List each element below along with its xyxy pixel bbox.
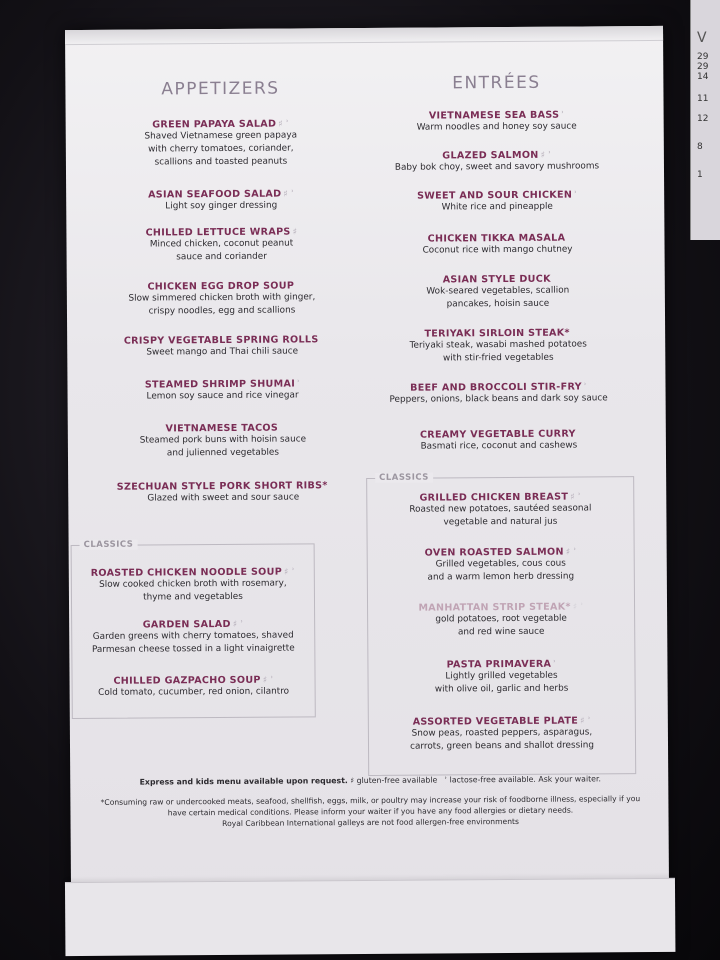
menu-item [368, 546, 634, 585]
dietary-icons: ♯ ʾ [278, 119, 290, 130]
item-name-text: GRILLED CHICKEN BREAST [419, 491, 569, 504]
menu-item [353, 381, 643, 407]
footer-notes [90, 774, 650, 787]
side-fragment: 1 [697, 170, 703, 180]
side-fragment: 11 [697, 94, 709, 104]
dietary-icons: ʾ [561, 110, 565, 121]
side-fragment: 12 [697, 114, 709, 124]
item-description: Parmesan cheese tossed in a light vinaigrette [91, 643, 295, 655]
appetizers-title: APPETIZERS [161, 78, 280, 100]
side-fragment: V [697, 30, 707, 46]
item-description: Basmati rice, coconut and cashews [420, 440, 578, 452]
item-description: Wok-seared vegetables, scallion [426, 285, 570, 297]
dietary-icons: ♯ [292, 227, 298, 238]
item-description: Roasted new potatoes, sautéed seasonal [409, 503, 592, 515]
dietary-icons: ♯ ʾ [262, 675, 274, 686]
item-description: gold potatoes, root vegetable [435, 613, 567, 625]
item-description: Lemon soy sauce and rice vinegar [146, 390, 299, 402]
item-description: pancakes, hoisin sauce [446, 298, 550, 310]
item-description: and julienned vegetables [166, 447, 280, 459]
item-name-text: VIETNAMESE TACOS [165, 422, 279, 435]
dietary-icons: ♯ ʾ [232, 619, 244, 630]
item-description: thyme and vegetables [143, 591, 243, 603]
allergy-disclaimer [90, 793, 650, 830]
dietary-icons: ♯ ʾ [565, 547, 577, 558]
item-description: Coconut rice with mango chutney [422, 244, 573, 256]
item-description: Minced chicken, coconut peanut [149, 238, 294, 250]
item-description: Shaved Vietnamese green papaya [144, 130, 298, 142]
menu-item [72, 566, 314, 605]
item-description: Light soy ginger dressing [165, 200, 278, 212]
dietary-icons: ♯ ʾ [540, 150, 552, 161]
menu-item [367, 491, 633, 530]
item-name-text: STEAMED SHRIMP SHUMAI [144, 378, 296, 391]
side-fragment: 29 [697, 62, 709, 72]
item-name-text: GLAZED SALMON [442, 149, 539, 162]
item-description: White rice and pineapple [441, 201, 553, 213]
menu-item [368, 658, 634, 697]
item-description: Teriyaki steak, wasabi mashed potatoes [409, 339, 587, 351]
menu-item [352, 149, 642, 175]
disclaimer-line: Royal Caribbean International galleys are not food allergen-free environments [222, 816, 519, 829]
item-description: Steamed pork buns with hoisin sauce [139, 434, 307, 446]
dietary-icons: ♯ ʾ [580, 716, 592, 727]
dietary-icons: ♯ ʾ [283, 567, 295, 578]
item-name-text: CHILLED GAZPACHO SOUP [113, 674, 261, 687]
item-description: Grilled vegetables, cous cous [435, 558, 566, 570]
dietary-icons: ʾ [583, 382, 587, 393]
item-name-text: ASIAN SEAFOOD SALAD [148, 188, 282, 201]
menu-item [87, 280, 357, 319]
menu-card [65, 26, 669, 955]
menu-item [368, 601, 634, 640]
menu-item [352, 232, 642, 258]
item-description: with olive oil, garlic and herbs [434, 683, 569, 695]
item-description: Lightly grilled vegetables [445, 670, 558, 682]
card-top-fold [65, 26, 663, 45]
item-name-text: SWEET AND SOUR CHICKEN [417, 189, 573, 202]
card-bottom-sleeve [65, 878, 676, 956]
menu-item [352, 109, 642, 135]
item-name-text: MANHATTAN STRIP STEAK* [418, 601, 571, 614]
item-name-text: ROASTED CHICKEN NOODLE SOUP [90, 566, 283, 579]
item-name-text: PASTA PRIMAVERA [446, 658, 552, 671]
item-name-text: CRISPY VEGETABLE SPRING ROLLS [123, 334, 319, 347]
menu-item [87, 334, 357, 360]
item-description: Warm noodles and honey soy sauce [416, 121, 577, 133]
item-name-text: GREEN PAPAYA SALAD [152, 118, 277, 131]
item-description: Snow peas, roasted peppers, asparagus, [411, 727, 593, 739]
menu-item [369, 715, 635, 754]
item-name-text: VIETNAMESE SEA BASS [428, 109, 560, 122]
entree-classics-box [366, 472, 636, 776]
footer-gluten-note: ♯ gluten-free available [350, 775, 438, 786]
item-description: and a warm lemon herb dressing [427, 571, 575, 583]
side-fragment: 8 [697, 142, 703, 152]
menu-item [87, 378, 357, 404]
item-description: Slow cooked chicken broth with rosemary, [99, 578, 287, 590]
menu-item [73, 674, 315, 700]
item-description: with stir-fried vegetables [442, 352, 554, 364]
dietary-icons: ♯ ʾ [283, 189, 295, 200]
item-name-text: CREAMY VEGETABLE CURRY [419, 428, 576, 441]
dietary-icons: ʾ [574, 190, 578, 201]
entrees-title: ENTRÉES [452, 72, 541, 94]
appetizer-classics-box [71, 539, 316, 719]
menu-footer [90, 774, 650, 830]
item-name-text: BEEF AND BROCCOLI STIR-FRY [410, 381, 582, 394]
item-description: carrots, green beans and shallot dressing [410, 740, 594, 752]
item-description: Baby bok choy, sweet and savory mushrooms [394, 161, 600, 173]
item-name-text: CHILLED LETTUCE WRAPS [145, 226, 291, 239]
menu-item [352, 189, 642, 215]
menu-item [86, 118, 356, 170]
item-name-text: CHICKEN EGG DROP SOUP [147, 280, 295, 293]
menu-item [72, 618, 314, 657]
dietary-icons: ♯ ʾ [570, 492, 582, 503]
menu-item [353, 273, 643, 312]
item-description: Sweet mango and Thai chili sauce [146, 346, 299, 358]
item-description: sauce and coriander [176, 251, 267, 263]
disclaimer-line: *Consuming raw or undercooked meats, seafood, shellfish, eggs, milk, or poultry may increase your risk of foodborne illness, especially if you [100, 794, 641, 807]
item-name-text: SZECHUAN STYLE PORK SHORT RIBS* [116, 480, 328, 493]
dietary-icons: ʾ [297, 379, 301, 390]
menu-item [86, 188, 356, 214]
classics-label: CLASSICS [80, 540, 138, 550]
item-description: and red wine sauce [457, 626, 545, 638]
item-description: Slow simmered chicken broth with ginger, [128, 292, 316, 304]
menu-item [88, 422, 358, 461]
item-name [368, 601, 634, 614]
menu-item [354, 428, 644, 454]
item-description: crispy noodles, egg and scallions [148, 305, 296, 317]
footer-lactose-note: ʾ lactose-free available. Ask your waiter. [444, 774, 601, 785]
menu-item [86, 226, 356, 265]
dietary-icons: ♯ ʾ [572, 602, 584, 613]
item-description: Glazed with sweet and sour sauce [147, 492, 300, 504]
footer-express-note: Express and kids menu available upon request. [139, 776, 348, 787]
item-name-text: GARDEN SALAD [142, 618, 231, 631]
disclaimer-line: have certain medical conditions. Please inform your waiter if you have any food allergies or dietary needs. [167, 805, 574, 818]
item-description: vegetable and natural jus [443, 516, 558, 528]
item-description: Peppers, onions, black beans and dark soy sauce [389, 393, 608, 405]
item-name-text: TERIYAKI SIRLOIN STEAK* [424, 327, 570, 340]
item-description: scallions and toasted peanuts [154, 156, 288, 168]
side-fragment: 14 [697, 72, 709, 82]
menu-item [88, 480, 358, 506]
item-description: with cherry tomatoes, coriander, [148, 143, 294, 155]
item-description: Garden greens with cherry tomatoes, shaved [92, 630, 294, 642]
classics-label: CLASSICS [375, 473, 433, 483]
side-fragment: 29 [697, 52, 709, 62]
item-name-text: CHICKEN TIKKA MASALA [427, 232, 566, 245]
item-name-text: OVEN ROASTED SALMON [424, 546, 564, 559]
item-description: Cold tomato, cucumber, red onion, cilantro [98, 686, 290, 698]
item-name-text: ASIAN STYLE DUCK [442, 273, 551, 286]
menu-item [353, 327, 643, 366]
second-menu-card-edge [690, 0, 720, 240]
dietary-icons: ʾ [553, 659, 557, 670]
item-name-text: ASSORTED VEGETABLE PLATE [412, 715, 579, 728]
